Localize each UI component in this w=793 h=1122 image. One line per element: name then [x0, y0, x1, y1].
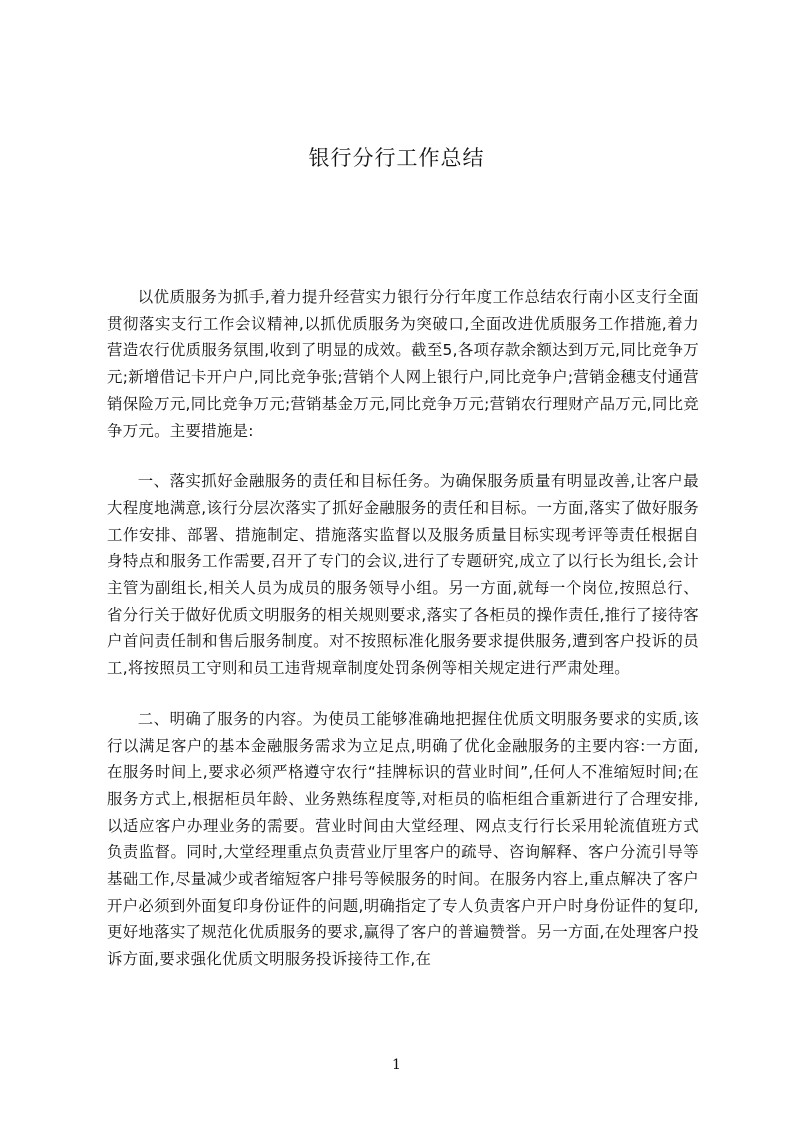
document-title: 银行分行工作总结	[308, 146, 485, 170]
page-number: 1	[392, 1057, 401, 1073]
paragraph-section-2: 二、明确了服务的内容。为使员工能够准确地把握住优质文明服务要求的实质,该行以满足客户的基本金融服务需求为立足点,明确了优化金融服务的主要内容:一方面,在服务时间上,要求必须严格遵守农行“挂牌标识的营业时间”,任何人不准缩短时间;在服务方式上,根据柜员年龄、业务熟练程度等,对柜员的临柜组合重新进行了合理安排,以适应客户办理业务的需要。营业时间由大堂经理、网点支行行长采用轮流值班方式负责监督。同时,大堂经理重点负责营业厅里客户的疏导、咨询解释、客户分流引导等基础工作,尽量减少或者缩短客户排号等候服务的时间。在服务内容上,重点解决了客户开户必须到外面复印身份证件的问题,明确指定了专人负责客户开户时身份证件的复印,更好地落实了规范化优质服务的要求,赢得了客户的普遍赞誉。另一方面,在处理客户投诉方面,要求强化优质文明服务投诉接待工作,在	[107, 709, 699, 969]
document-body	[107, 284, 699, 997]
paragraph-section-1: 一、落实抓好金融服务的责任和目标任务。为确保服务质量有明显改善,让客户最大程度地满意,该行分层次落实了抓好金融服务的责任和目标。一方面,落实了做好服务工作安排、部署、措施制定、措施落实监督以及服务质量目标实现考评等责任根据自身特点和服务工作需要,召开了专门的会议,进行了专题研究,成立了以行长为组长,会计主管为副组长,相关人员为成员的服务领导小组。另一方面,就每一个岗位,按照总行、省分行关于做好优质文明服务的相关规则要求,落实了各柜员的操作责任,推行了接待客户首问责任制和售后服务制度。对不按照标准化服务要求提供服务,遭到客户投诉的员工,将按照员工守则和员工违背规章制度处罚条例等相关规定进行严肃处理。	[107, 472, 699, 678]
paragraph-intro: 以优质服务为抓手,着力提升经营实力银行分行年度工作总结农行南小区支行全面贯彻落实支行工作会议精神,以抓优质服务为突破口,全面改进优质服务工作措施,着力营造农行优质服务氛围,收到了明显的成效。截至5,各项存款余额达到万元,同比竞争万元;新增借记卡开户户,同比竞争张;营销个人网上银行户,同比竞争户;营销金穗支付通营销保险万元,同比竞争万元;营销基金万元,同比竞争万元;营销农行理财产品万元,同比竞争万元。主要措施是:	[107, 288, 700, 440]
